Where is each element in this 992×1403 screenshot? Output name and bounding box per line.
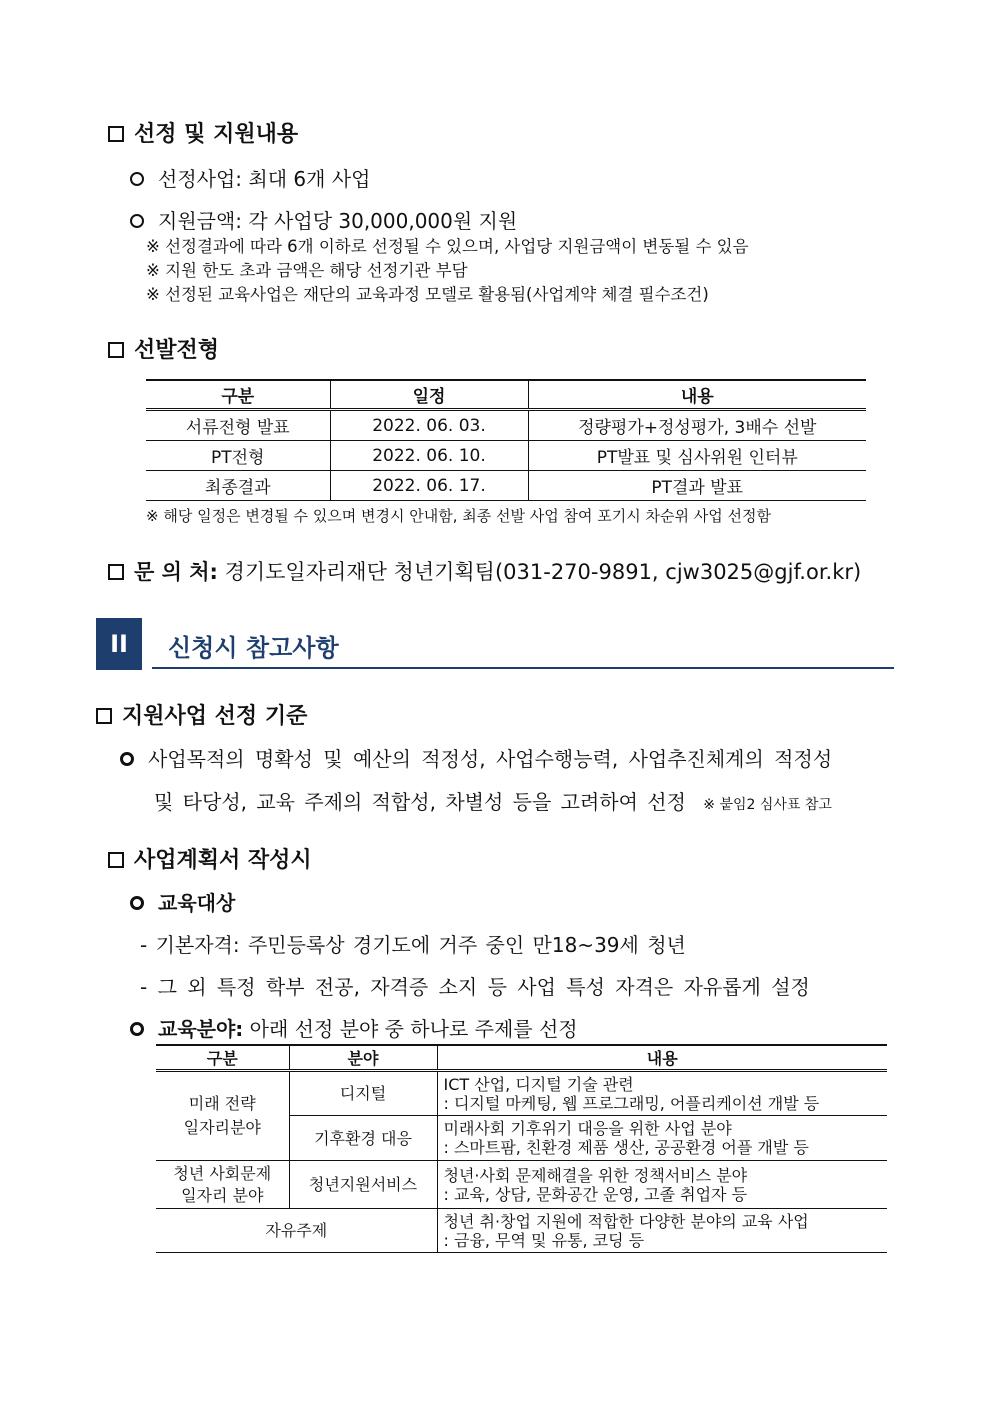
item-label: 교육분야:: [158, 1017, 244, 1041]
circle-bullet-icon: [130, 214, 144, 228]
section-heading-screening: [108, 333, 219, 364]
criteria-text: 사업목적의 명확성 및 예산의 적정성, 사업수행능력, 사업추진체계의 적정성: [148, 747, 833, 771]
heading-text: 선정 및 지원내용: [134, 122, 299, 147]
criteria-line: [120, 743, 832, 772]
table-row: [146, 471, 866, 501]
list-item: [130, 1013, 578, 1042]
table-row: [146, 410, 866, 441]
table-row: [156, 1209, 887, 1253]
item-text: 지원금액: 각 사업당 30,000,000원 지원: [158, 209, 518, 233]
table-cell: 미래 전략 일자리분야: [156, 1071, 289, 1161]
checkbox-square-icon: [96, 708, 112, 724]
table-cell: PT결과 발표: [528, 471, 866, 501]
table-cell: 2022. 06. 17.: [330, 471, 528, 501]
cell-line: ICT 산업, 디지털 기술 관련: [443, 1074, 634, 1094]
table-cell: PT발표 및 심사위원 인터뷰: [528, 441, 866, 471]
circle-bullet-icon: [130, 1022, 144, 1036]
heading-text: 사업계획서 작성시: [134, 848, 312, 873]
note: ※ 선정된 교육사업은 재단의 교육과정 모델로 활용됨(사업계약 체결 필수조건): [146, 285, 709, 304]
criteria-note: ※ 붙임2 심사표 참고: [703, 797, 832, 813]
cell-line: 청년 취·창업 지원에 적합한 다양한 분야의 교육 사업: [443, 1211, 809, 1231]
item-text: 선정사업: 최대 6개 사업: [158, 167, 371, 191]
note: ※ 선정결과에 따라 6개 이하로 선정될 수 있으며, 사업당 지원금액이 변동될 수 있음: [146, 237, 749, 256]
contact-line: [108, 556, 861, 586]
cell-line: 청년·사회 문제해결을 위한 정책서비스 분야: [443, 1165, 748, 1185]
table-cell: 2022. 06. 10.: [330, 441, 528, 471]
circle-bullet-icon: [130, 172, 144, 186]
cell-line: : 디지털 마케팅, 웹 프로그래밍, 어플리케이션 개발 등: [443, 1093, 820, 1113]
field-table: [156, 1044, 887, 1253]
table-cell: 최종결과: [146, 471, 330, 501]
dash-item: - 기본자격: 주민등록상 경기도에 거주 중인 만18~39세 청년: [140, 933, 686, 957]
table-cell: 정량평가+정성평가, 3배수 선발: [528, 410, 866, 441]
table-cell: 디지털: [289, 1071, 437, 1116]
list-item: [130, 205, 517, 234]
list-item: [130, 887, 235, 916]
cell-line: : 스마트팜, 친환경 제품 생산, 공공환경 어플 개발 등: [443, 1138, 809, 1157]
heading-text: 지원사업 선정 기준: [122, 704, 308, 729]
contact-value: 경기도일자리재단 청년기획팀(031-270-9891, cjw3025@gjf.or.kr): [224, 560, 862, 584]
list-item: [130, 163, 370, 192]
section-title: 신청시 참고사항: [168, 634, 339, 662]
criteria-line: [154, 786, 832, 815]
section-banner: [96, 618, 894, 672]
criteria-text: 및 타당성, 교육 주제의 적합성, 차별성 등을 고려하여 선정: [154, 790, 686, 814]
cell-line: : 교육, 상담, 문화공간 운영, 고졸 취업자 등: [443, 1184, 748, 1204]
table-row: [156, 1071, 887, 1116]
note: ※ 해당 일정은 변경될 수 있으며 변경시 안내함, 최종 선발 사업 참여 포기시 차순위 사업 선정함: [146, 507, 771, 525]
note: ※ 지원 한도 초과 금액은 해당 선정기관 부담: [146, 261, 468, 280]
table-header: 분야: [289, 1045, 437, 1071]
table-cell: [437, 1161, 887, 1209]
table-cell: 기후환경 대응: [289, 1116, 437, 1161]
checkbox-square-icon: [108, 342, 124, 358]
schedule-table: [146, 379, 866, 501]
item-text: 교육대상: [158, 891, 236, 915]
table-cell: 청년지원서비스: [289, 1161, 437, 1209]
table-header: 내용: [528, 380, 866, 410]
table-header: 일정: [330, 380, 528, 410]
table-header: 구분: [146, 380, 330, 410]
table-cell: 자유주제: [156, 1209, 437, 1253]
dash-item: - 그 외 특정 학부 전공, 자격증 소지 등 사업 특성 자격은 자유롭게 설정: [140, 975, 810, 999]
cell-line: : 금융, 무역 및 유통, 코딩 등: [443, 1230, 645, 1250]
section-heading-plan: [108, 843, 312, 874]
section-underline: [152, 667, 894, 669]
circle-bullet-icon: [130, 896, 144, 910]
table-cell: [437, 1071, 887, 1116]
table-cell: [437, 1209, 887, 1253]
table-cell: [437, 1116, 887, 1161]
cell-line: 미래사회 기후위기 대응을 위한 사업 분야: [443, 1119, 732, 1138]
table-row: [156, 1161, 887, 1209]
section-heading-criteria: [96, 699, 307, 730]
table-row: [146, 441, 866, 471]
contact-label: 문 의 처:: [134, 560, 218, 584]
table-header: 내용: [437, 1045, 887, 1071]
checkbox-square-icon: [108, 852, 124, 868]
checkbox-square-icon: [108, 126, 124, 142]
circle-bullet-icon: [120, 752, 134, 766]
heading-text: 선발전형: [134, 338, 220, 363]
table-cell: 2022. 06. 03.: [330, 410, 528, 441]
table-cell: PT전형: [146, 441, 330, 471]
table-header: 구분: [156, 1045, 289, 1071]
section-number: II: [96, 618, 142, 670]
section-heading-selection: [108, 117, 298, 148]
table-cell: 서류전형 발표: [146, 410, 330, 441]
item-text: 아래 선정 분야 중 하나로 주제를 선정: [249, 1017, 578, 1041]
table-cell: 청년 사회문제 일자리 분야: [156, 1161, 289, 1209]
checkbox-square-icon: [108, 564, 124, 580]
